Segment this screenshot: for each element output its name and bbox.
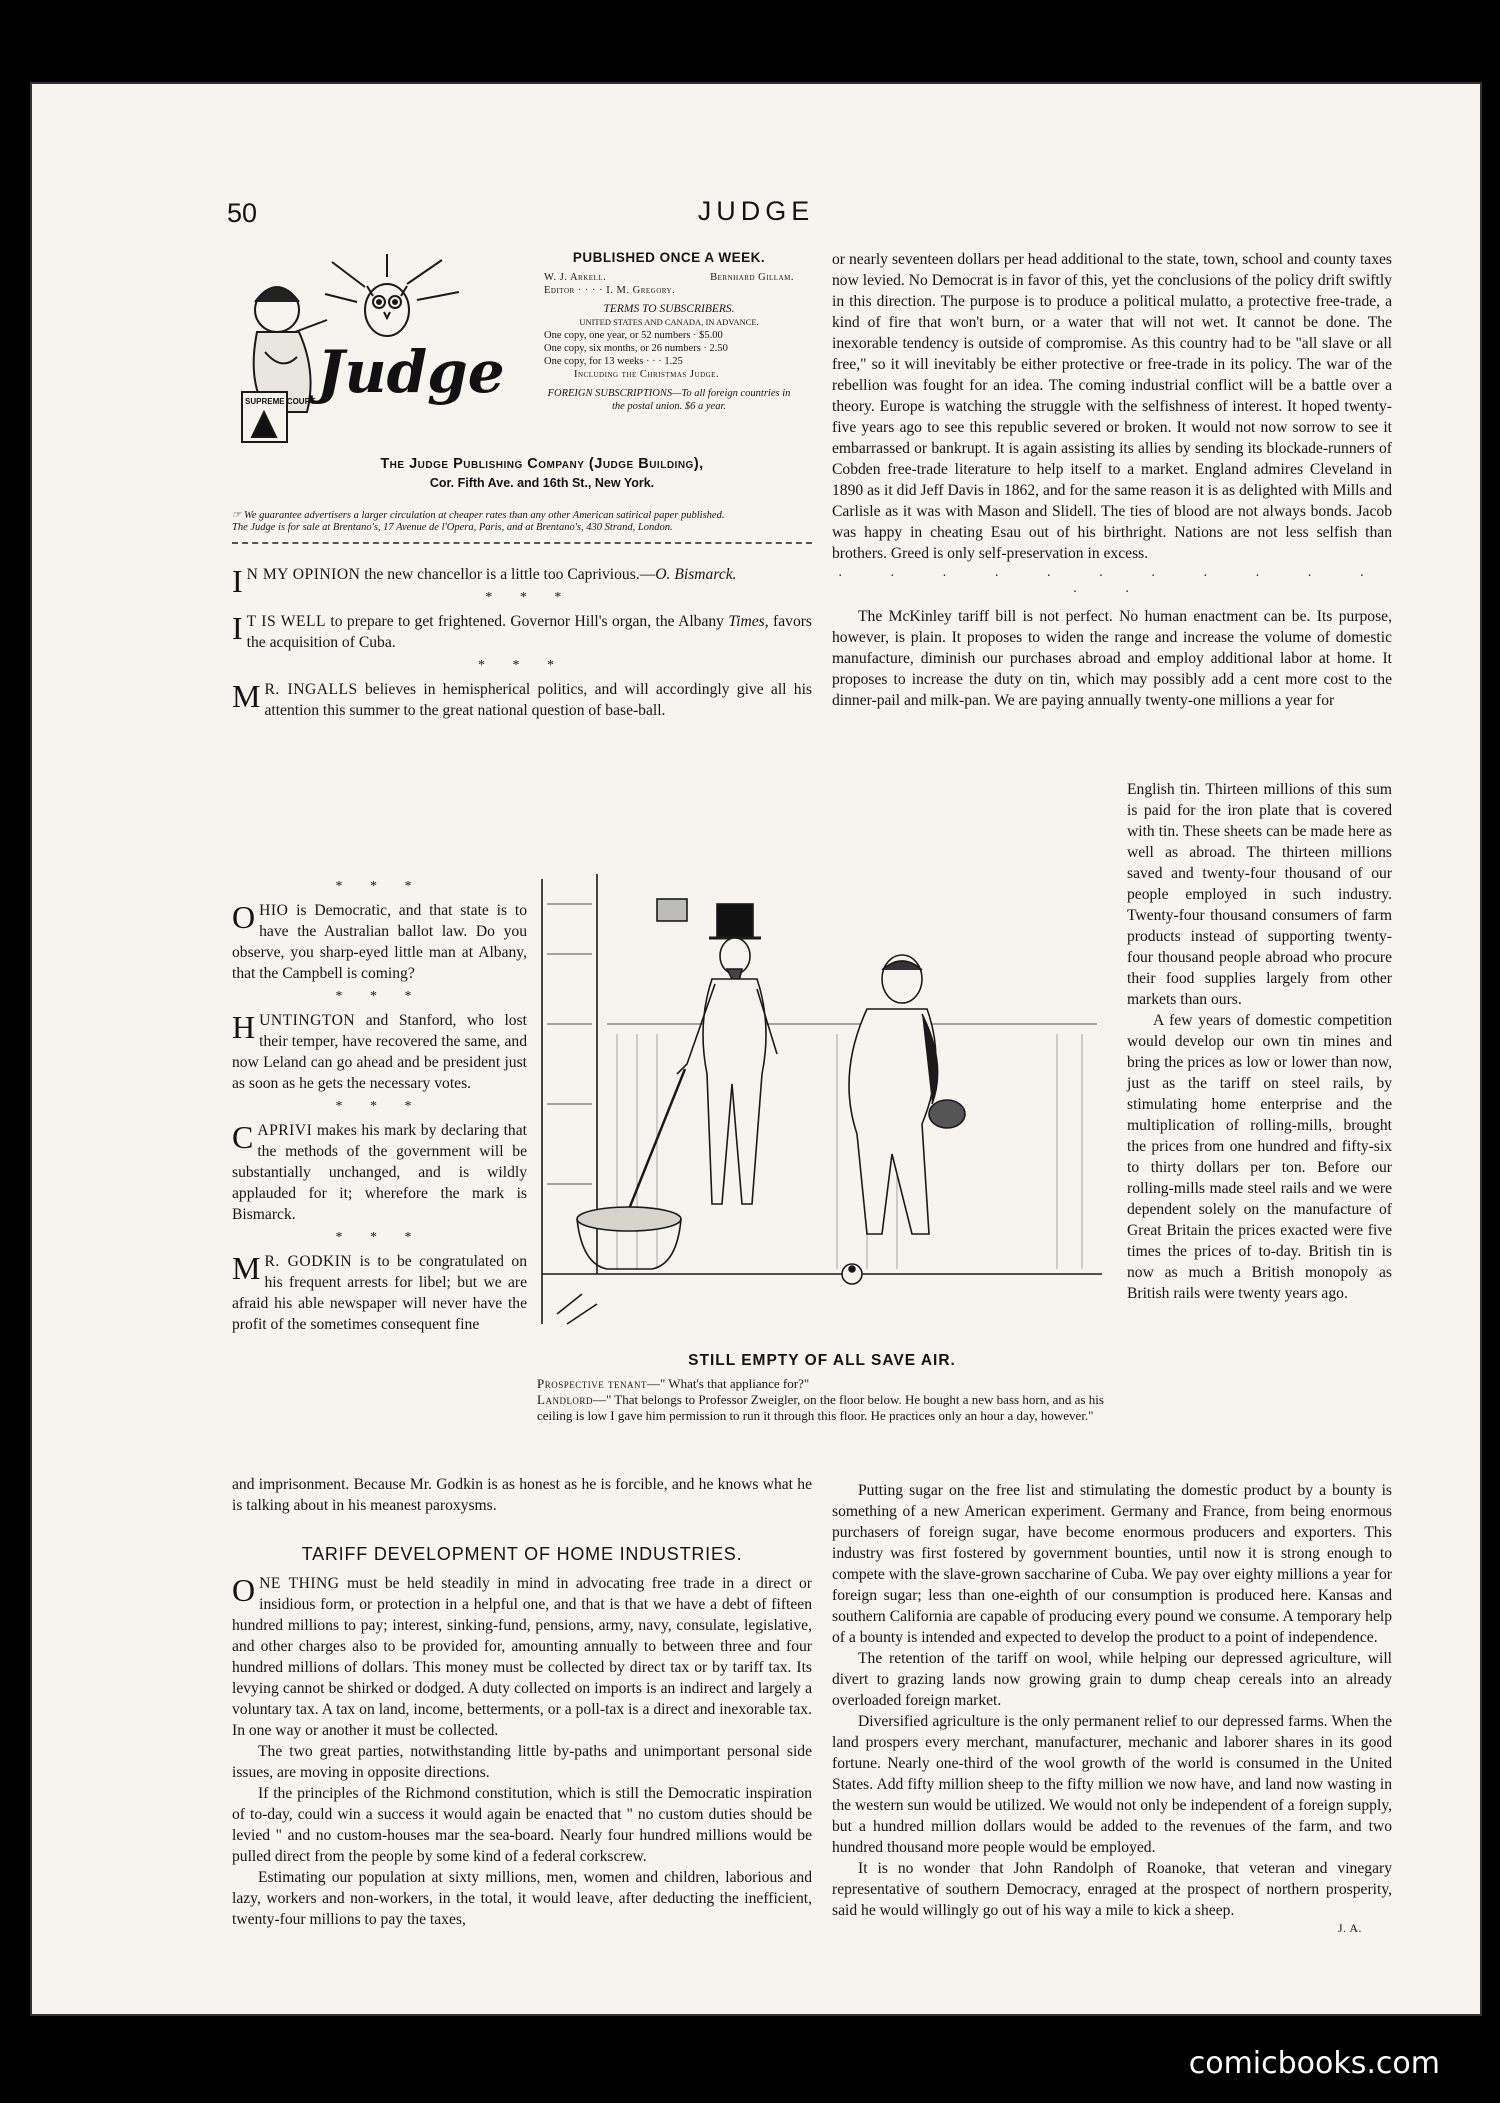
lead-words: R. GODKIN xyxy=(264,1253,353,1270)
section-stars: * * * xyxy=(335,1230,424,1245)
editor-line: Editor · · · · I. M. Gregory. xyxy=(544,285,676,296)
left-column-top xyxy=(232,564,812,721)
speaker-name: Prospective tenant xyxy=(537,1376,647,1391)
left-narrow-column xyxy=(232,874,527,1335)
tariff-article-right-bottom xyxy=(832,1480,1392,1936)
foreign-subscriptions: FOREIGN SUBSCRIPTIONS—To all foreign countries in the postal union. $6 a year. xyxy=(547,388,791,412)
lead-words: HIO xyxy=(259,902,289,919)
tariff-article-right-top xyxy=(832,249,1392,711)
paragraph-text: is to be congratulated on his frequent arrests for libel; but we are afraid his able newspaper will never have the profit of the sometimes consequent fine xyxy=(232,1253,527,1333)
cartoon-illustration xyxy=(537,874,1107,1344)
cartoon-caption xyxy=(537,1352,1107,1424)
dropcap: O xyxy=(232,1572,256,1608)
section-stars: * * * xyxy=(335,879,424,894)
tariff-paragraph-6: The McKinley tariff bill is not perfect. No human enactment can be. Its purpose, however, is plain. It proposes to widen the range and increase the volume of domestic manufacture, diminish our purchases abroad and employ additional labor at home. It proposes to increase the duty on tin, which may possibly add a cent more cost to the dinner-pail and milk-pan. We are paying annually twenty-one millions a year for xyxy=(832,608,1392,709)
rate-3: One copy, for 13 weeks · · · 1.25 xyxy=(544,356,683,367)
tariff-paragraph-10: Diversified agriculture is the only permanent relief to our depressed farms. When the land prospers every merchant, manufacturer, mechanic and laborer shares in its good fortune. Nearly one-third of the wool growth of the world is consumed in the United States. Add fifty million sheep to the fifty million we now have, and land now wasting in the western sun would be utilized. We would not only be independent of a foreign supply, but a hundred million dollars would be added to the revenues of the farm, and two hundred thousand more people would be employed. xyxy=(832,1713,1392,1856)
lead-words: APRIVI xyxy=(257,1122,313,1139)
section-stars: * * * xyxy=(335,989,424,1004)
company-address: Cor. Fifth Ave. and 16th St., New York. xyxy=(429,476,655,490)
artist-name: Bernhard Gillam. xyxy=(710,272,794,283)
judge-logo-illustration xyxy=(237,252,527,452)
magazine-page xyxy=(30,82,1482,2016)
dropcap: I xyxy=(232,563,243,599)
cartoon-drawing xyxy=(537,874,1107,1344)
paragraph-text: favors the acquisition of Cuba. xyxy=(246,613,813,651)
section-stars: * * * xyxy=(478,658,566,673)
publisher-name: W. J. Arkell. xyxy=(544,272,607,283)
godkin-paragraph xyxy=(232,1251,527,1335)
dropcap: O xyxy=(232,899,256,935)
published-weekly: PUBLISHED ONCE A WEEK. xyxy=(572,250,766,265)
well-paragraph xyxy=(232,611,812,653)
ingalls-paragraph xyxy=(232,679,812,721)
paragraph-text: is Democratic, and that state is to have the Australian ballot law. Do you observe, you sharp-eyed little man at Albany, that the Campbell is coming? xyxy=(232,902,527,982)
caption-line-2 xyxy=(537,1392,1107,1424)
godkin-continuation xyxy=(232,1474,812,1516)
article-signature: J. A. xyxy=(1337,1921,1362,1935)
newspaper-name: Times, xyxy=(728,613,769,630)
dropcap: H xyxy=(232,1009,256,1045)
sale-text: The Judge is for sale at Brentano's, 17 Avenue de l'Opera, Paris, and at Brentano's, 430 Strand, London. xyxy=(232,522,673,533)
judge-owl-drawing xyxy=(237,252,527,452)
caption-line-1 xyxy=(537,1376,1107,1392)
dropcap: C xyxy=(232,1119,254,1155)
tariff-article-left xyxy=(232,1544,812,1930)
section-dots: · · · · · · · · · · · · · xyxy=(837,569,1387,600)
guarantee-text: ☞ We guarantee advertisers a larger circulation at cheaper rates than any other American satirical paper published. xyxy=(232,510,725,521)
tariff-paragraph-6-cont: English tin. Thirteen millions of this sum is paid for the iron plate that is covered with tin. These sheets can be made here as well as abroad. The thirteen millions saved and twenty-four thousand of our people employed in such industry. Twenty-four thousand consumers of farm products instead of supporting twenty-four thousand people abroad who procure their food supplies largely from other markets than ours. xyxy=(1127,781,1392,1008)
lead-words: N MY OPINION xyxy=(246,566,361,583)
lead-words: UNTINGTON xyxy=(259,1012,356,1029)
ohio-paragraph xyxy=(232,900,527,984)
dropcap: I xyxy=(232,610,243,646)
huntington-paragraph xyxy=(232,1010,527,1094)
article-heading: TARIFF DEVELOPMENT OF HOME INDUSTRIES. xyxy=(301,1544,743,1564)
paragraph-text: must be held steadily in mind in advocating free trade in a direct or insidious form, or protection in a helpful one, and that is that we have a debt of fifteen hundred millions to pay; interest, sinking-fund, pensions, army, navy, consulate, legislative, and other charges also to be provided for, amounting annually to between three and four hundred millions of dollars. This money must be collected by direct tax or by tariff tax. Its levying cannot be shirked or dodged. A duty collected on imports is an indirect and largely a voluntary tax. A tax on land, income, betterments, or a poll-tax is a direct and inexorable tax. In one way or another it must be collected. xyxy=(232,1575,812,1739)
cartoon-title: STILL EMPTY OF ALL SAVE AIR. xyxy=(688,1352,956,1369)
tariff-paragraph-11: It is no wonder that John Randolph of Roanoke, that veteran and vinegary representative of southern Democracy, enraged at the prospect of northern prosperity, said he would willingly go out of his way a mile to kick a sheep. xyxy=(832,1860,1392,1919)
dropcap: M xyxy=(232,678,261,714)
tariff-paragraph-2: The two great parties, notwithstanding little by-paths and unimportant personal side issues, are moving in opposite directions. xyxy=(232,1743,812,1781)
guarantee-notice xyxy=(232,510,812,534)
tariff-paragraph-1 xyxy=(232,1573,812,1741)
terms-subtitle: UNITED STATES AND CANADA, IN ADVANCE. xyxy=(579,317,759,327)
rate-2: One copy, six months, or 26 numbers · 2.50 xyxy=(544,343,728,354)
dialogue: —" What's that appliance for?" xyxy=(646,1376,810,1391)
running-head: JUDGE xyxy=(697,196,815,226)
masthead-divider xyxy=(232,542,812,544)
publisher-block xyxy=(277,456,807,490)
rate-4: Including the Christmas Judge. xyxy=(574,369,720,380)
tariff-paragraph-3: If the principles of the Richmond constitution, which is still the Democratic inspiration of to-day, could win a success it would again be enacted that " no custom duties should be levied " and no custom-houses mar the sea-board. Nearly four hundred millions would be pulled direct from the people by some kind of a federal corkscrew. xyxy=(232,1785,812,1865)
terms-title: TERMS TO SUBSCRIBERS. xyxy=(603,303,735,315)
tariff-article-right-narrow xyxy=(1127,779,1392,1304)
paragraph-text: makes his mark by declaring that the methods of the government will be substantially unchanged, and is wildly applauded for it; wherefore the mark is Bismarck. xyxy=(232,1122,527,1223)
watermark-text: comicbooks.com xyxy=(1188,2046,1440,2081)
tariff-paragraph-8: Putting sugar on the free list and stimulating the domestic product by a bounty is something of a new American experiment. Germany and France, from being enormous purchasers of foreign sugar, have become enormous producers and exporters. This industry was first fostered by government bounties, until now it is strong enough to compete with the slave-grown saccharine of Cuba. We pay over eighty millions a year for foreign sugar; less than one-eighth of our consumption is produced here. Kansas and southern California are capable of producing every pound we consume. A temporary help of a bounty is intended and expected to develop the product to a point of independence. xyxy=(832,1482,1392,1646)
tariff-paragraph-7: A few years of domestic competition would develop our own tin mines and bring the prices as low or lower than now, just as the tariff on steel rails, by stimulating home enterprise and the multiplication of rolling-mills, brought the prices from one hundred and fifty-six to thirty dollars per ton. Before our rolling-mills made steel rails and we were dependent solely on the manufacture of Great Britain the prices exacted were five times the prices of to-day. British tin is now as much a British monopoly as British rails were twenty years ago. xyxy=(1127,1012,1392,1302)
tariff-paragraph-5: or nearly seventeen dollars per head additional to the state, town, school and county taxes now levied. No Democrat is in favor of this, yet the conclusions of the policy drift swiftly in this direction. The purpose is to produce a political mulatto, a protective free-trade, a kind of fire that won't burn, or a water that will not wet. It cannot be done. The inexorable tendency is outside of compromise. As this country had to be "all slave or all free," so it will inevitably be either protective or free-trade in its policy. The war of the rebellion was fought for an idea. The coming industrial conflict will be a battle over a theory. Europe is watching the struggle with the selfishness of interest. It hoped twenty-five years ago to see this republic severed or broken. It would not now sorrow to see it embarrassed or bankrupt. It is again assisting its allies by sending its blockade-runners of Cobden free-trade literature to help itself to a market. England admires Cleveland in 1890 as it did Jeff Davis in 1862, and for the same reason it is as delighted with Mills and Carlisle as it was with Mason and Slidell. The ties of blood are not always bonds. Jacob was happy in cheating Esau out of his birthright. Nations are not less selfish than brothers. Greed is only self-preservation in excess. xyxy=(832,251,1392,562)
staff-row xyxy=(544,271,794,284)
paragraph-text: to prepare to get frightened. Governor Hill's organ, the Albany xyxy=(326,613,729,630)
lead-words: T IS WELL xyxy=(246,613,327,630)
rate-1: One copy, one year, or 52 numbers · $5.00 xyxy=(544,330,723,341)
signature: O. Bismarck. xyxy=(655,566,737,583)
paragraph-text: believes in hemispherical politics, and will accordingly give all his attention this summer to the great national question of base-ball. xyxy=(264,681,812,719)
opinion-paragraph xyxy=(232,563,812,599)
judge-logo-text: Judge xyxy=(317,338,505,406)
company-name: The Judge Publishing Company (Judge Building), xyxy=(380,456,704,472)
stamp-label: SUPREME COURT xyxy=(245,397,316,406)
dropcap: M xyxy=(232,1250,261,1286)
masthead-info xyxy=(544,250,794,413)
lead-words: NE THING xyxy=(259,1575,340,1592)
tariff-paragraph-4: Estimating our population at sixty millions, men, women and children, laborious and lazy, workers and non-workers, in the total, it would leave, after deducting the inefficient, twenty-four millions to pay the taxes, xyxy=(232,1869,812,1928)
page-number: 50 xyxy=(227,198,258,228)
speaker-name: Landlord xyxy=(537,1392,593,1407)
section-stars: * * * xyxy=(485,590,574,605)
caprivi-paragraph xyxy=(232,1120,527,1225)
tariff-paragraph-9: The retention of the tariff on wool, while helping our depressed agriculture, will divert to grazing lands now growing grain to dump cheap cereals into an already overloaded foreign market. xyxy=(832,1650,1392,1709)
paragraph-text: and imprisonment. Because Mr. Godkin is as honest as he is forcible, and he knows what he is talking about in his meanest paroxysms. xyxy=(232,1476,812,1514)
section-stars: * * * xyxy=(335,1099,424,1114)
paragraph-text: the new chancellor is a little too Caprivious.— xyxy=(360,566,656,583)
lead-words: R. INGALLS xyxy=(264,681,358,698)
dialogue: —" That belongs to Professor Zweigler, on the floor below. He bought a new bass horn, and as his ceiling is low I gave him permission to run it through this floor. He practices only an hour a day, however." xyxy=(537,1392,1104,1423)
paragraph-text: and Stanford, who lost their temper, have recovered the same, and now Leland can go ahead and be president just as soon as he gets the necessary votes. xyxy=(232,1012,527,1092)
